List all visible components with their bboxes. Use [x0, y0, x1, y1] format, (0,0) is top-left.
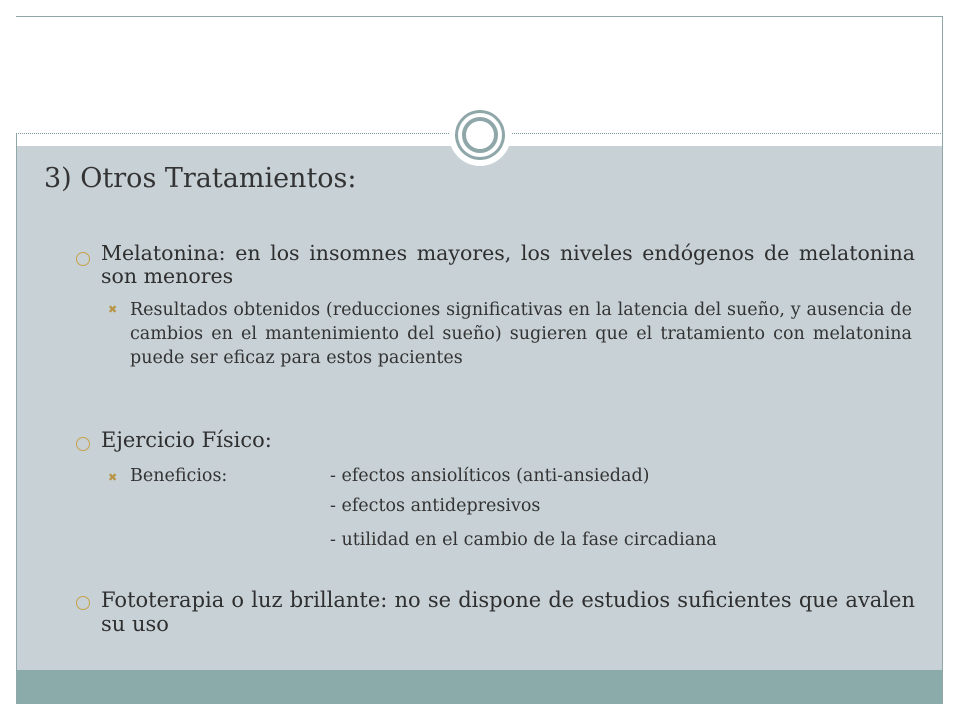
circle-bullet-icon: [76, 252, 90, 266]
benefit-item: - efectos antidepresivos: [330, 496, 541, 516]
benefits-label: Beneficios:: [130, 466, 228, 486]
circle-bullet-icon: [76, 437, 90, 451]
footer-bar: [17, 670, 942, 704]
bullet-fototerapia: Fototerapia o luz brillante: no se dispone de estudios suficientes que avalen su uso: [101, 588, 915, 636]
slide-heading: 3) Otros Tratamientos:: [44, 163, 357, 194]
circle-ornament-ring: [462, 117, 498, 153]
bullet-melatonina: Melatonina: en los insomnes mayores, los niveles endógenos de melatonina son menores: [101, 241, 915, 288]
bullet-ejercicio: Ejercicio Físico:: [101, 428, 272, 452]
benefit-item: - utilidad en el cambio de la fase circadiana: [330, 530, 717, 550]
circle-bullet-icon: [76, 596, 90, 610]
sub-bullet-resultados: Resultados obtenidos (reducciones significativas en la latencia del sueño, y ausencia de cambios en el mantenimiento del sueño) sugieren que el tratamiento con melatonina puede ser eficaz para estos pacientes: [130, 300, 912, 368]
cross-bullet-icon: ✖: [108, 471, 118, 484]
benefit-item: - efectos ansiolíticos (anti-ansiedad): [330, 466, 650, 486]
cross-bullet-icon: ✖: [108, 303, 118, 316]
